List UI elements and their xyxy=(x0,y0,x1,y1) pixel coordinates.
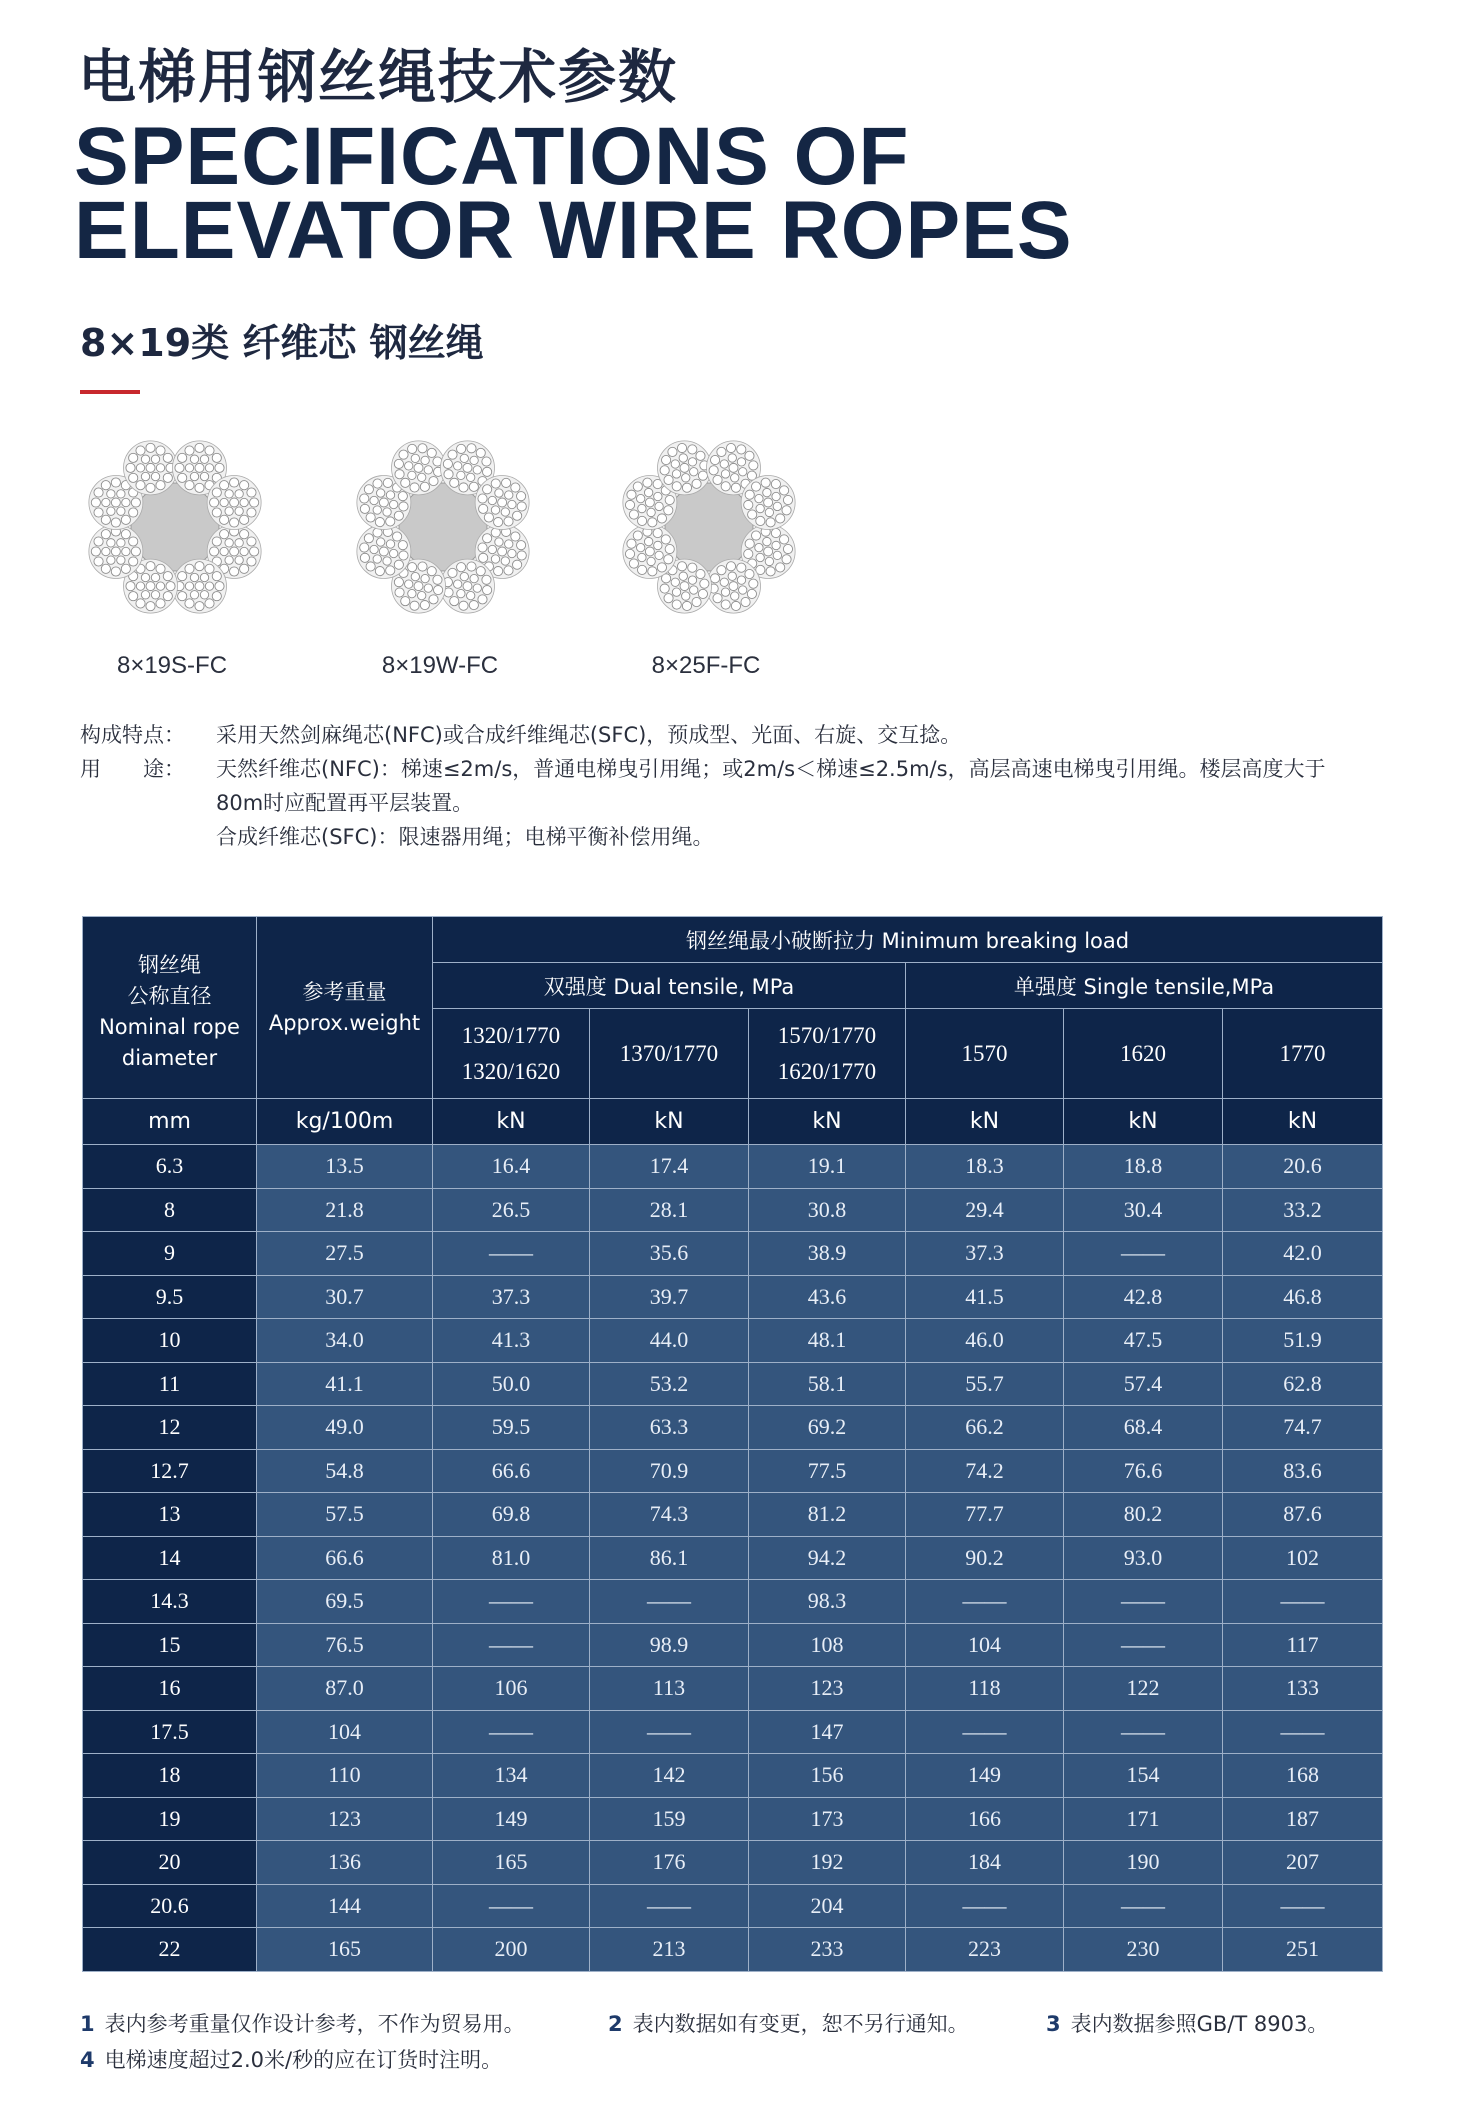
diameter-cell: 15 xyxy=(83,1623,257,1667)
value-cell: 55.7 xyxy=(906,1362,1064,1406)
diameter-cell: 9 xyxy=(83,1232,257,1276)
col-header-strength: 1570 xyxy=(906,1009,1064,1099)
table-body xyxy=(83,1145,1383,1972)
note-key: 构成特点： xyxy=(80,723,185,747)
value-cell: 47.5 xyxy=(1064,1319,1223,1363)
value-cell: 200 xyxy=(433,1928,590,1972)
table-row xyxy=(83,1319,1383,1363)
value-cell: 66.2 xyxy=(906,1406,1064,1450)
value-cell: 122 xyxy=(1064,1667,1223,1711)
value-cell: 13.5 xyxy=(257,1145,433,1189)
note-row xyxy=(80,752,1410,854)
value-cell: 204 xyxy=(749,1884,906,1928)
footnote-row xyxy=(80,2006,1410,2042)
value-cell: 110 xyxy=(257,1754,433,1798)
value-cell: 30.7 xyxy=(257,1275,433,1319)
value-cell: 35.6 xyxy=(590,1232,749,1276)
col-header-diameter: 钢丝绳 公称直径 Nominal rope diameter xyxy=(83,917,257,1099)
value-cell: 104 xyxy=(906,1623,1064,1667)
diameter-cell: 16 xyxy=(83,1667,257,1711)
value-cell: 213 xyxy=(590,1928,749,1972)
value-cell: 53.2 xyxy=(590,1362,749,1406)
value-cell: —— xyxy=(1064,1232,1223,1276)
value-cell: 34.0 xyxy=(257,1319,433,1363)
value-cell: 30.4 xyxy=(1064,1188,1223,1232)
diameter-cell: 14.3 xyxy=(83,1580,257,1624)
value-cell: 173 xyxy=(749,1797,906,1841)
diameter-cell: 10 xyxy=(83,1319,257,1363)
footnote-num: 1 xyxy=(80,2012,95,2036)
value-cell: 42.8 xyxy=(1064,1275,1223,1319)
value-cell: 156 xyxy=(749,1754,906,1798)
unit-cell: kN xyxy=(433,1099,590,1145)
diameter-cell: 12 xyxy=(83,1406,257,1450)
value-cell: 33.2 xyxy=(1223,1188,1383,1232)
table-row xyxy=(83,1275,1383,1319)
footnote-text: 表内参考重量仅作设计参考，不作为贸易用。 xyxy=(104,2012,525,2036)
note-value xyxy=(216,752,1410,854)
value-cell: —— xyxy=(906,1710,1064,1754)
diameter-cell: 8 xyxy=(83,1188,257,1232)
value-cell: 30.8 xyxy=(749,1188,906,1232)
value-cell: 223 xyxy=(906,1928,1064,1972)
unit-cell: kN xyxy=(749,1099,906,1145)
value-cell: 51.9 xyxy=(1223,1319,1383,1363)
value-cell: —— xyxy=(906,1580,1064,1624)
value-cell: —— xyxy=(433,1580,590,1624)
footnote-num: 2 xyxy=(608,2012,623,2036)
diameter-cell: 19 xyxy=(83,1797,257,1841)
value-cell: 19.1 xyxy=(749,1145,906,1189)
footnote xyxy=(80,2042,502,2078)
note-line: 采用天然剑麻绳芯(NFC)或合成纤维绳芯(SFC)，预成型、光面、右旋、交互捻。 xyxy=(216,723,962,747)
value-cell: 66.6 xyxy=(433,1449,590,1493)
title-en-line2: ELEVATOR WIRE ROPES xyxy=(74,185,1073,276)
value-cell: —— xyxy=(1223,1710,1383,1754)
value-cell: 147 xyxy=(749,1710,906,1754)
value-cell: 68.4 xyxy=(1064,1406,1223,1450)
col-header-strength: 1320/1770 1320/1620 xyxy=(433,1009,590,1099)
table-row xyxy=(83,1362,1383,1406)
value-cell: 50.0 xyxy=(433,1362,590,1406)
value-cell: 192 xyxy=(749,1841,906,1885)
table-row xyxy=(83,1928,1383,1972)
rope-cross-section-icon xyxy=(614,432,804,622)
value-cell: 251 xyxy=(1223,1928,1383,1972)
value-cell: 98.3 xyxy=(749,1580,906,1624)
table-row xyxy=(83,1536,1383,1580)
value-cell: 62.8 xyxy=(1223,1362,1383,1406)
value-cell: 16.4 xyxy=(433,1145,590,1189)
value-cell: —— xyxy=(590,1710,749,1754)
unit-cell: kg/100m xyxy=(257,1099,433,1145)
footnote-text: 表内数据如有变更，恕不另行通知。 xyxy=(632,2012,969,2036)
value-cell: 43.6 xyxy=(749,1275,906,1319)
value-cell: 108 xyxy=(749,1623,906,1667)
rope-cross-section-icon xyxy=(80,432,270,622)
page-title-cn: 电梯用钢丝绳技术参数 xyxy=(78,43,679,111)
value-cell: —— xyxy=(433,1232,590,1276)
title-en-line1: SPECIFICATIONS OF xyxy=(74,111,910,202)
table-row xyxy=(83,1841,1383,1885)
footnote xyxy=(80,2006,608,2042)
footnote-num: 4 xyxy=(80,2048,95,2072)
page-title-en xyxy=(74,111,1274,276)
table-row xyxy=(83,1710,1383,1754)
table-row xyxy=(83,1232,1383,1276)
diameter-cell: 12.7 xyxy=(83,1449,257,1493)
note-value xyxy=(216,718,1410,752)
unit-cell: kN xyxy=(1223,1099,1383,1145)
unit-cell: kN xyxy=(906,1099,1064,1145)
unit-cell: kN xyxy=(590,1099,749,1145)
table-row xyxy=(83,1754,1383,1798)
value-cell: 134 xyxy=(433,1754,590,1798)
value-cell: 63.3 xyxy=(590,1406,749,1450)
value-cell: 46.0 xyxy=(906,1319,1064,1363)
value-cell: 81.0 xyxy=(433,1536,590,1580)
col-header-strength: 1770 xyxy=(1223,1009,1383,1099)
note-row xyxy=(80,718,1410,752)
value-cell: 76.6 xyxy=(1064,1449,1223,1493)
col-header-strength: 1620 xyxy=(1064,1009,1223,1099)
footnote-row xyxy=(80,2042,1410,2078)
value-cell: 48.1 xyxy=(749,1319,906,1363)
footnote-num: 3 xyxy=(1046,2012,1061,2036)
table-row xyxy=(83,1145,1383,1189)
value-cell: 168 xyxy=(1223,1754,1383,1798)
value-cell: 17.4 xyxy=(590,1145,749,1189)
table-row xyxy=(83,1188,1383,1232)
value-cell: 70.9 xyxy=(590,1449,749,1493)
value-cell: 57.4 xyxy=(1064,1362,1223,1406)
value-cell: 118 xyxy=(906,1667,1064,1711)
value-cell: —— xyxy=(1064,1623,1223,1667)
value-cell: 54.8 xyxy=(257,1449,433,1493)
value-cell: 93.0 xyxy=(1064,1536,1223,1580)
diameter-cell: 13 xyxy=(83,1493,257,1537)
unit-cell: kN xyxy=(1064,1099,1223,1145)
footnote-text: 表内数据参照GB/T 8903。 xyxy=(1070,2012,1329,2036)
value-cell: 165 xyxy=(433,1841,590,1885)
value-cell: 39.7 xyxy=(590,1275,749,1319)
value-cell: 98.9 xyxy=(590,1623,749,1667)
value-cell: 207 xyxy=(1223,1841,1383,1885)
value-cell: 41.5 xyxy=(906,1275,1064,1319)
value-cell: 113 xyxy=(590,1667,749,1711)
table-row xyxy=(83,1406,1383,1450)
value-cell: 18.3 xyxy=(906,1145,1064,1189)
value-cell: —— xyxy=(1064,1884,1223,1928)
value-cell: —— xyxy=(1223,1884,1383,1928)
value-cell: 74.2 xyxy=(906,1449,1064,1493)
value-cell: 69.8 xyxy=(433,1493,590,1537)
footnote xyxy=(1046,2006,1328,2042)
note-line: 天然纤维芯(NFC)：梯速≤2m/s，普通电梯曳引用绳；或2m/s＜梯速≤2.5m/s，高层高速电梯曳引用绳。楼层高度大于 xyxy=(216,757,1326,781)
value-cell: —— xyxy=(906,1884,1064,1928)
value-cell: 66.6 xyxy=(257,1536,433,1580)
value-cell: —— xyxy=(1223,1580,1383,1624)
table-row xyxy=(83,1580,1383,1624)
footnote-text: 电梯速度超过2.0米/秒的应在订货时注明。 xyxy=(104,2048,503,2072)
diameter-cell: 20 xyxy=(83,1841,257,1885)
value-cell: 90.2 xyxy=(906,1536,1064,1580)
value-cell: 136 xyxy=(257,1841,433,1885)
footnotes xyxy=(80,2006,1410,2078)
value-cell: 123 xyxy=(749,1667,906,1711)
rope-label: 8×19W-FC xyxy=(381,652,499,679)
footnote xyxy=(608,2006,1046,2042)
value-cell: 102 xyxy=(1223,1536,1383,1580)
rope-cross-section-icon xyxy=(348,432,538,622)
col-header-weight: 参考重量 Approx.weight xyxy=(257,917,433,1099)
value-cell: —— xyxy=(433,1884,590,1928)
value-cell: —— xyxy=(1064,1710,1223,1754)
value-cell: 74.7 xyxy=(1223,1406,1383,1450)
value-cell: 58.1 xyxy=(749,1362,906,1406)
value-cell: 18.8 xyxy=(1064,1145,1223,1189)
value-cell: 117 xyxy=(1223,1623,1383,1667)
value-cell: —— xyxy=(1064,1580,1223,1624)
value-cell: 28.1 xyxy=(590,1188,749,1232)
value-cell: 26.5 xyxy=(433,1188,590,1232)
value-cell: 81.2 xyxy=(749,1493,906,1537)
value-cell: 159 xyxy=(590,1797,749,1841)
accent-divider xyxy=(80,390,140,394)
unit-cell: mm xyxy=(83,1099,257,1145)
value-cell: 59.5 xyxy=(433,1406,590,1450)
value-cell: 42.0 xyxy=(1223,1232,1383,1276)
table-row xyxy=(83,1667,1383,1711)
group-header-dual: 双强度 Dual tensile, MPa xyxy=(433,963,906,1009)
value-cell: 80.2 xyxy=(1064,1493,1223,1537)
diameter-cell: 20.6 xyxy=(83,1884,257,1928)
table-row xyxy=(83,1449,1383,1493)
rope-label: 8×25F-FC xyxy=(651,652,761,679)
value-cell: 165 xyxy=(257,1928,433,1972)
diameter-cell: 14 xyxy=(83,1536,257,1580)
value-cell: 41.1 xyxy=(257,1362,433,1406)
value-cell: 69.2 xyxy=(749,1406,906,1450)
value-cell: 69.5 xyxy=(257,1580,433,1624)
value-cell: 21.8 xyxy=(257,1188,433,1232)
value-cell: 133 xyxy=(1223,1667,1383,1711)
value-cell: 104 xyxy=(257,1710,433,1754)
group-header-single: 单强度 Single tensile,MPa xyxy=(906,963,1383,1009)
value-cell: 86.1 xyxy=(590,1536,749,1580)
diameter-cell: 6.3 xyxy=(83,1145,257,1189)
value-cell: 20.6 xyxy=(1223,1145,1383,1189)
group-header-load: 钢丝绳最小破断拉力 Minimum breaking load xyxy=(433,917,1383,963)
table-row xyxy=(83,1884,1383,1928)
value-cell: 37.3 xyxy=(433,1275,590,1319)
value-cell: 44.0 xyxy=(590,1319,749,1363)
diameter-cell: 9.5 xyxy=(83,1275,257,1319)
spec-table xyxy=(82,916,1383,1972)
note-key: 用 途： xyxy=(80,757,185,781)
value-cell: 37.3 xyxy=(906,1232,1064,1276)
value-cell: 149 xyxy=(433,1797,590,1841)
table-row xyxy=(83,1797,1383,1841)
diameter-cell: 18 xyxy=(83,1754,257,1798)
value-cell: 38.9 xyxy=(749,1232,906,1276)
value-cell: —— xyxy=(590,1580,749,1624)
value-cell: 149 xyxy=(906,1754,1064,1798)
diameter-cell: 22 xyxy=(83,1928,257,1972)
value-cell: 87.6 xyxy=(1223,1493,1383,1537)
table-row xyxy=(83,1623,1383,1667)
col-header-strength: 1370/1770 xyxy=(590,1009,749,1099)
value-cell: 176 xyxy=(590,1841,749,1885)
note-line: 合成纤维芯(SFC)：限速器用绳；电梯平衡补偿用绳。 xyxy=(216,825,714,849)
value-cell: 57.5 xyxy=(257,1493,433,1537)
diameter-cell: 17.5 xyxy=(83,1710,257,1754)
value-cell: 41.3 xyxy=(433,1319,590,1363)
value-cell: 77.7 xyxy=(906,1493,1064,1537)
value-cell: —— xyxy=(433,1623,590,1667)
value-cell: 187 xyxy=(1223,1797,1383,1841)
value-cell: 87.0 xyxy=(257,1667,433,1711)
value-cell: 77.5 xyxy=(749,1449,906,1493)
value-cell: 46.8 xyxy=(1223,1275,1383,1319)
diameter-cell: 11 xyxy=(83,1362,257,1406)
value-cell: 144 xyxy=(257,1884,433,1928)
value-cell: 74.3 xyxy=(590,1493,749,1537)
note-line: 80m时应配置再平层装置。 xyxy=(216,791,474,815)
value-cell: 27.5 xyxy=(257,1232,433,1276)
value-cell: —— xyxy=(590,1884,749,1928)
construction-notes xyxy=(80,718,1410,854)
value-cell: 94.2 xyxy=(749,1536,906,1580)
value-cell: 142 xyxy=(590,1754,749,1798)
value-cell: 123 xyxy=(257,1797,433,1841)
value-cell: 230 xyxy=(1064,1928,1223,1972)
value-cell: 154 xyxy=(1064,1754,1223,1798)
value-cell: 76.5 xyxy=(257,1623,433,1667)
value-cell: 29.4 xyxy=(906,1188,1064,1232)
col-header-strength: 1570/1770 1620/1770 xyxy=(749,1009,906,1099)
value-cell: 233 xyxy=(749,1928,906,1972)
value-cell: 106 xyxy=(433,1667,590,1711)
value-cell: 49.0 xyxy=(257,1406,433,1450)
value-cell: 184 xyxy=(906,1841,1064,1885)
value-cell: 171 xyxy=(1064,1797,1223,1841)
section-subtitle: 8×19类 纤维芯 钢丝绳 xyxy=(80,321,484,365)
rope-label: 8×19S-FC xyxy=(116,652,228,679)
value-cell: —— xyxy=(433,1710,590,1754)
value-cell: 166 xyxy=(906,1797,1064,1841)
value-cell: 83.6 xyxy=(1223,1449,1383,1493)
table-row xyxy=(83,1493,1383,1537)
value-cell: 190 xyxy=(1064,1841,1223,1885)
